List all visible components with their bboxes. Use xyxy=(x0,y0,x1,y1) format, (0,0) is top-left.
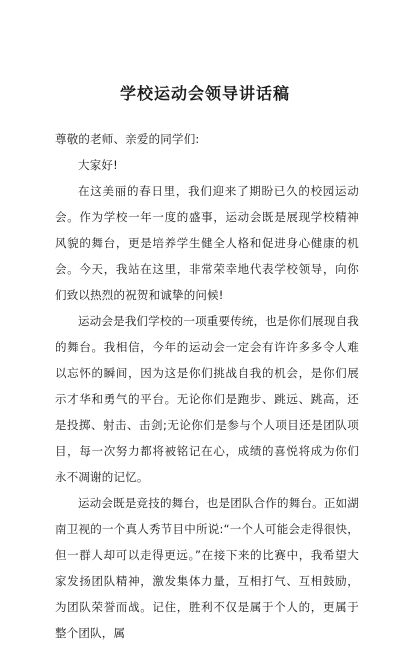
salutation: 尊敬的老师、亲爱的同学们: xyxy=(55,132,200,146)
document-title: 学校运动会领导讲话稿 xyxy=(119,84,290,103)
document-body xyxy=(55,126,359,646)
paragraph-1: 在这美丽的春日里，我们迎来了期盼已久的校园运动会。作为学校一年一度的盛事，运动会既是展现学校精神风貌的舞台，更是培养学生健全人格和促进身心健康的机会。今天，我站在这里，非常荣幸地代表学校领导，向你们致以热烈的祝贺和诚挚的问候! xyxy=(55,184,359,302)
greeting: 大家好! xyxy=(78,158,118,172)
paragraph-3: 运动会既是竞技的舞台，也是团队合作的舞台。正如湖南卫视的一个真人秀节目中所说:“一个人可能会走得很快，但一群人却可以走得更远。”在接下来的比赛中，我希望大家发扬团队精神，激发集体力量，互相打气、互相鼓励，为团队荣誉而战。记住，胜利不仅是属于个人的，更属于整个团队，属 xyxy=(55,496,359,640)
paragraph-2: 运动会是我们学校的一项重要传统，也是你们展现自我的舞台。我相信，今年的运动会一定会有许许多多令人难以忘怀的瞬间，因为这是你们挑战自我的机会，是你们展示才华和勇气的平台。无论你们是跑步、跳远、跳高，还是投掷、射击、击剑;无论你们是参与个人项目还是团队项目，每一次努力都将被铭记在心，成绩的喜悦将成为你们永不凋谢的记忆。 xyxy=(55,314,359,484)
